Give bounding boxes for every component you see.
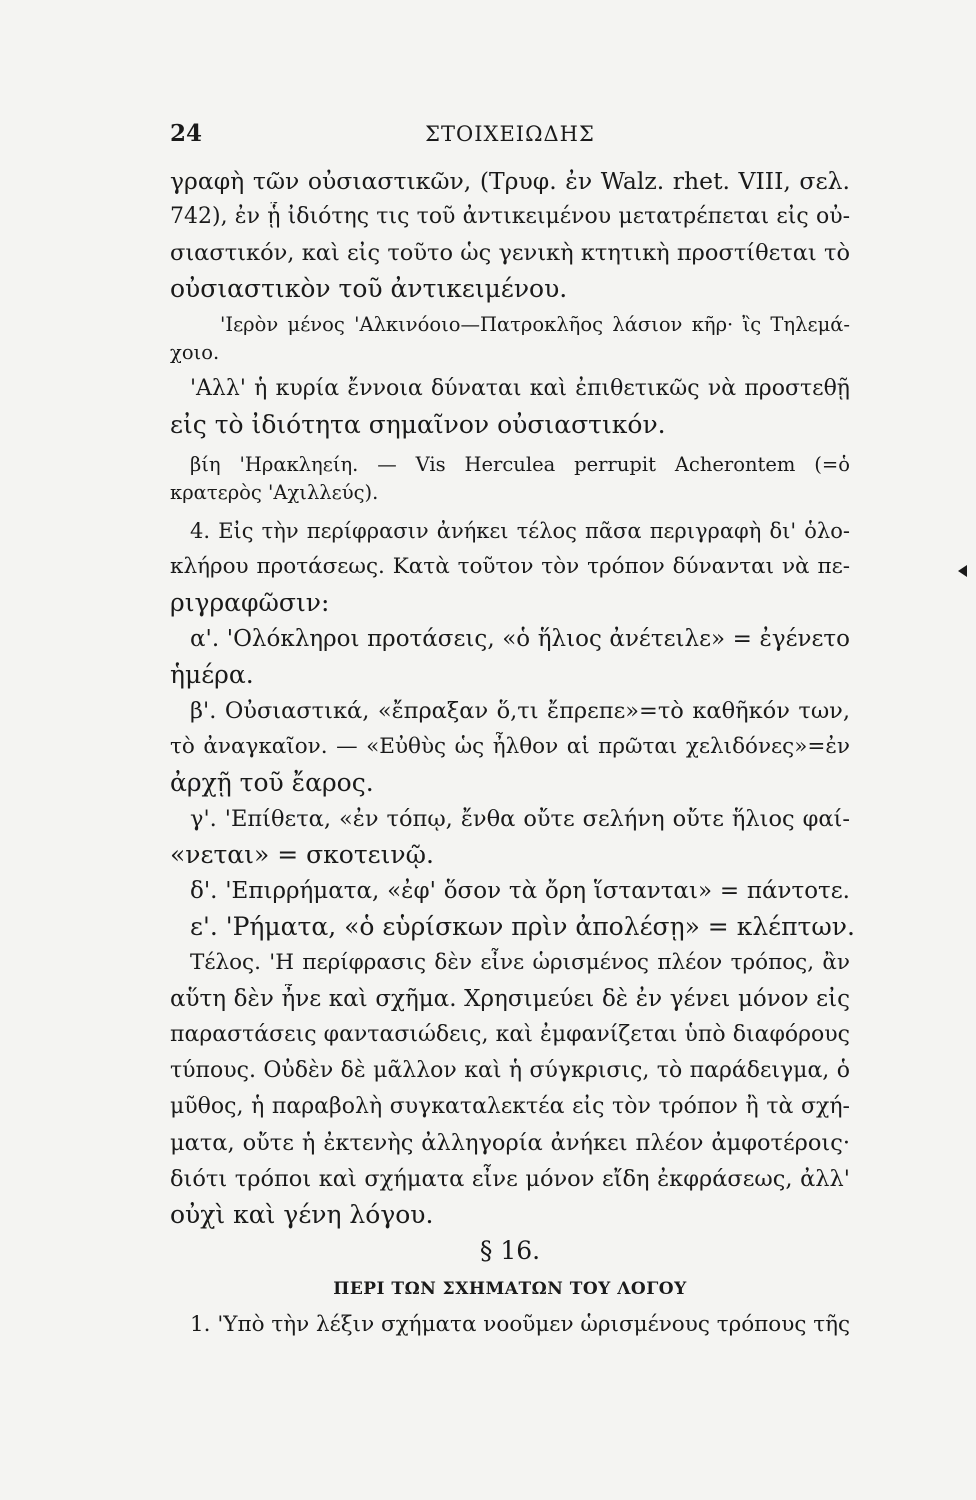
text-line: εἰς τὸ ἰδιότητα σημαῖνον οὐσιαστικόν. [170,410,666,439]
text-line: μῦθος, ἡ παραβολὴ συγκαταλεκτέα εἰς τὸν τρόπον ἢ τὰ σχή- [170,1094,850,1119]
text-line: παραστάσεις φαντασιώδεις, καὶ ἐμφανίζεται ὑπὸ διαφόρους [170,1022,850,1047]
text-line: τὸ ἀναγκαῖον. — «Εὐθὺς ὡς ἦλθον αἱ πρῶται χελιδόνες»=ἐν [170,734,850,759]
text-line: γραφὴ τῶν οὐσιαστικῶν, (Τρυφ. ἐν Walz. rhet. VIII, σελ. [170,167,850,195]
text-line: 1. 'Υπὸ τὴν λέξιν σχήματα νοοῦμεν ὡρισμένους τρόπους τῆς [190,1312,850,1337]
running-title: ΣΤΟΙΧΕΙΩΔΗΣ [425,122,595,146]
margin-arrow-icon [958,565,967,577]
text-line: ἀρχῇ τοῦ ἔαρος. [170,768,374,797]
example-line: κρατερὸς 'Αχιλλεύς). [170,481,379,504]
list-item-gamma: γ'. 'Επίθετα, «ἐν τόπῳ, ἔνθα οὔτε σελήνη οὔτε ἥλιος φαί- [190,806,850,832]
example-line: βίη 'Ηρακληείη. — Vis Herculea perrupit Acherontem (=ὁ [190,453,850,476]
text-line: «νεται» = σκοτεινῷ. [170,840,434,869]
text-line: τύπους. Οὐδὲν δὲ μᾶλλον καὶ ἡ σύγκρισις, τὸ παράδειγμα, ὁ [170,1058,850,1083]
text-line: ματα, οὔτε ἡ ἐκτενὴς ἀλληγορία ἀνήκει πλέον ἀμφοτέροις· [170,1130,850,1156]
text-line: ἡμέρα. [170,660,254,689]
quote-line: 'Ιερὸν μένος 'Αλκινόοιο—Πατροκλῆος λάσιον κῆρ· ἲς Τηλεμά- [220,313,850,336]
quote-line: χοιο. [170,341,220,364]
section-number: § 16. [479,1236,541,1265]
section-heading: ΠΕΡΙ ΤΩΝ ΣΧΗΜΑΤΩΝ ΤΟΥ ΛΟΓΟΥ [333,1279,687,1299]
text-line: κλήρου προτάσεως. Κατὰ τοῦτον τὸν τρόπον δύνανται νὰ πε- [170,554,850,579]
page-number: 24 [170,120,203,147]
text-line: 'Αλλ' ἡ κυρία ἔννοια δύναται καὶ ἐπιθετικῶς νὰ προστεθῇ [190,376,850,401]
text-line: διότι τρόποι καὶ σχήματα εἶνε μόνον εἴδη ἐκφράσεως, ἀλλ' [170,1166,850,1192]
text-line: Τέλος. 'Η περίφρασις δὲν εἶνε ὡρισμένος πλέον τρόπος, ἂν [190,950,850,975]
list-item-alpha: α'. 'Ολόκληροι προτάσεις, «ὁ ἥλιος ἀνέτειλε» = ἐγένετο [190,626,850,652]
list-item-beta: β'. Οὐσιαστικά, «ἔπραξαν ὅ,τι ἔπρεπε»=τὸ καθῆκόν των, [190,698,850,724]
page-header [170,120,850,160]
text-line: σιαστικόν, καὶ εἰς τοῦτο ὡς γενικὴ κτητικὴ προστίθεται τὸ [170,240,850,266]
text-line: οὐσιαστικὸν τοῦ ἀντικειμένου. [170,274,568,303]
text-line: αὕτη δὲν ἦνε καὶ σχῆμα. Χρησιμεύει δὲ ἐν γένει μόνον εἰς [170,986,850,1012]
list-item-epsilon: ε'. 'Ρήματα, «ὁ εὑρίσκων πρὶν ἀπολέσῃ» = κλέπτων. [190,912,855,941]
text-line: ριγραφῶσιν: [170,588,330,617]
list-item-delta: δ'. 'Επιρρήματα, «ἐφ' ὅσον τὰ ὄρη ἵστανται» = πάντοτε. [190,878,850,904]
text-line: 4. Εἰς τὴν περίφρασιν ἀνήκει τέλος πᾶσα περιγραφὴ δι' ὁλο- [190,519,850,543]
text-line: οὐχὶ καὶ γένη λόγου. [170,1200,434,1229]
text-line: 742), ἐν ᾗ ἰδιότης τις τοῦ ἀντικειμένου μετατρέπεται εἰς οὐ- [170,204,850,229]
